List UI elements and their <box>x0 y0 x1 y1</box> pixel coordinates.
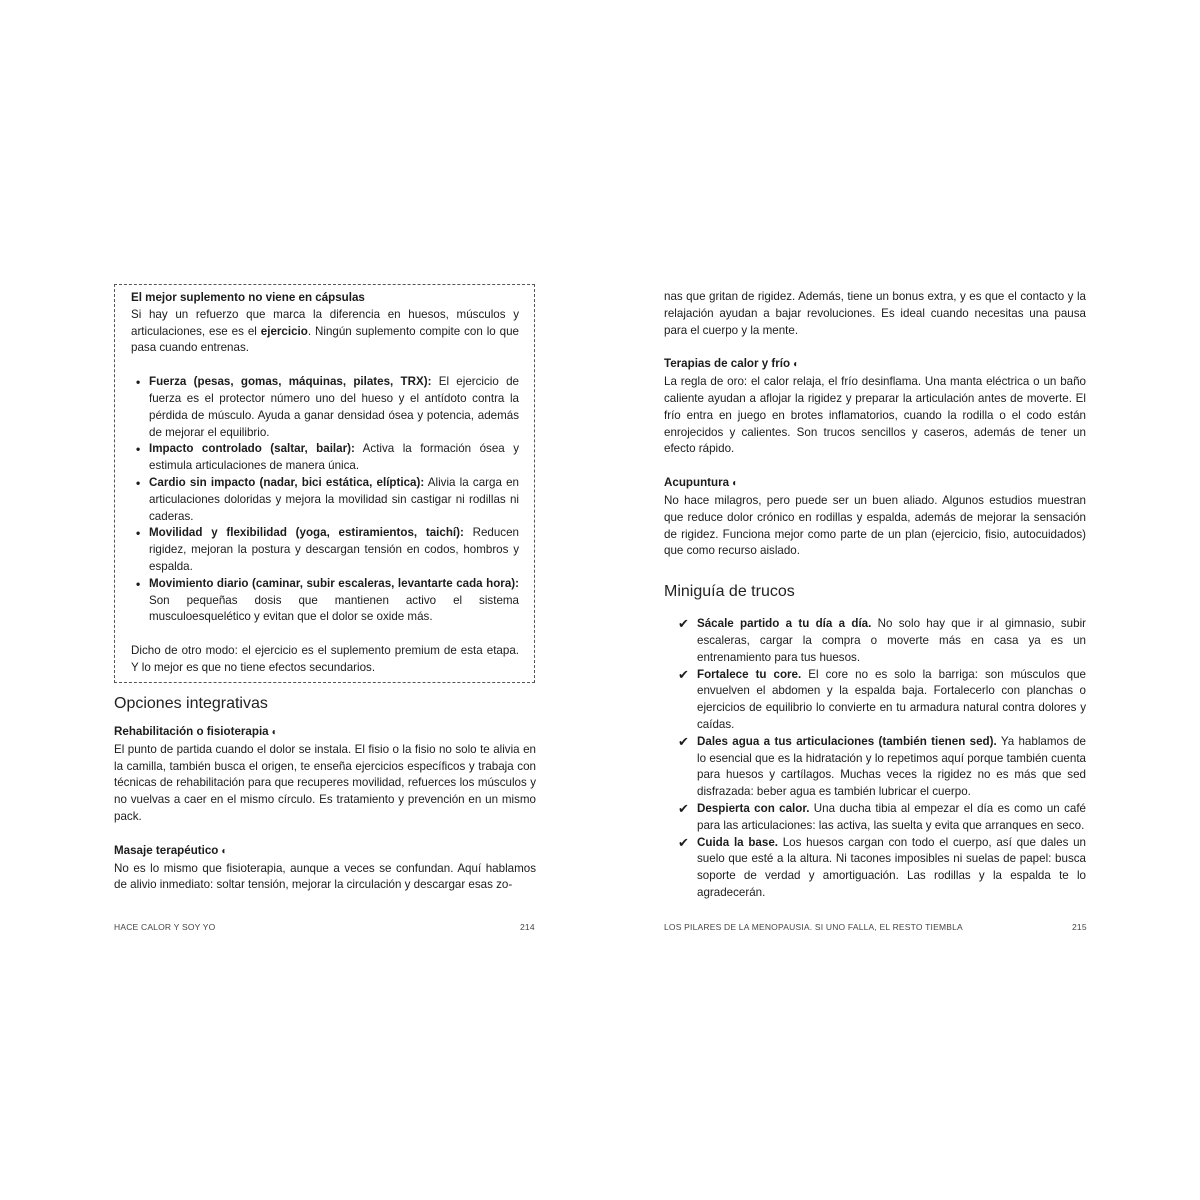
list-item: ✔ Dales agua a tus articulaciones (también tienen sed). Ya hablamos de lo esencial que es la hidratación y lo repetimos aquí porque también cuenta para huesos y cartílagos. Muchas veces la rigidez no es más que sed disfrazada: beber agua es también lubricar el cuerpo. <box>678 733 1086 799</box>
rehab-block <box>114 724 536 826</box>
box-list <box>131 374 519 626</box>
check-icon: ✔ <box>678 733 689 749</box>
check-icon: ✔ <box>678 666 689 682</box>
half-moon-icon: ◐ <box>221 845 228 857</box>
list-item: • Cardio sin impacto (nadar, bici estática, elíptica): Alivia la carga en articulaciones doloridas y mejora la movilidad sin castigar ni rodillas ni caderas. <box>149 475 519 525</box>
list-item: • Fuerza (pesas, gomas, máquinas, pilates, TRX): El ejercicio de fuerza es el protector número uno del hueso y el antídoto contra la pérdida de músculo. Ayuda a ganar densidad ósea y potencia, además de mejorar el equilibrio. <box>149 374 519 441</box>
list-item: • Impacto controlado (saltar, bailar): Activa la formación ósea y estimula articulaciones de manera única. <box>149 441 519 475</box>
paragraph: El punto de partida cuando el dolor se instala. El fisio o la fisio no solo te alivia en la camilla, también busca el origen, te enseña ejercicios específicos y trabaja con técnicas de rehabilitación para que recuperes movilidad, refuerces los músculos y no vuelvas a caer en el mismo círculo. Es tratamiento y prevención en un mismo pack. <box>114 742 536 823</box>
masaje-block <box>114 843 536 894</box>
half-moon-icon: ◐ <box>271 727 278 738</box>
check-icon: ✔ <box>678 800 689 816</box>
running-footer: LOS PILARES DE LA MENOPAUSIA. SI UNO FALLA, EL RESTO TIEMBLA <box>664 922 963 932</box>
list-item: ✔ Despierta con calor. Una ducha tibia al empezar el día es como un café para las articulaciones: las activa, las suelta y evita que arranques en seco. <box>678 800 1087 832</box>
sub-heading: Acupuntura ◐ <box>664 476 739 490</box>
page-number: 214 <box>520 922 535 932</box>
running-footer: HACE CALOR Y SOY YO <box>114 922 216 932</box>
check-icon: ✔ <box>678 616 689 632</box>
sub-heading: Masaje terapéutico ◐ <box>114 843 228 857</box>
right-page <box>600 0 1200 1200</box>
left-column <box>114 694 536 894</box>
box-title: El mejor suplemento no viene en cápsulas <box>131 291 365 304</box>
sub-heading: Terapias de calor y frío ◐ <box>664 357 800 371</box>
section-heading-opciones: Opciones integrativas <box>114 695 268 712</box>
sidebar-box <box>114 284 535 683</box>
list-item: ✔ Sácale partido a tu día a día. No solo hay que ir al gimnasio, subir escaleras, cargar la compra o moverte más en casa ya es un entrenamiento para tus huesos. <box>678 616 1086 664</box>
half-moon-icon: ◐ <box>793 359 800 371</box>
half-moon-icon: ◐ <box>732 478 739 490</box>
list-item: ✔ Cuida la base. Los huesos cargan con todo el cuerpo, así que dales un suelo que esté a la altura. Ni tacones imposibles ni suelas de papel: busca soporte de verdad y amortiguación. Las rodillas y la espalda te lo agradecerán. <box>678 834 1086 899</box>
paragraph: No hace milagros, pero puede ser un buen aliado. Algunos estudios muestran que reduce dolor crónico en rodillas y espalda, además de mejorar la sensación de rigidez. Funciona mejor como parte de un plan (ejercicio, fisio, autocuidados) que como recurso aislado. <box>664 493 1086 558</box>
paragraph: La regla de oro: el calor relaja, el frío desinflama. Una manta eléctrica o un baño caliente ayudan a aflojar la rigidez y preparar la articulación antes de moverte. El frío entra en juego en brotes inflamatorios, cuando la rodilla o el codo están enrojecidos y calientes. Son trucos sencillos y caseros, además de tener un efecto rápido. <box>664 375 1086 456</box>
box-intro-bold: ejercicio <box>260 324 308 338</box>
section-heading-miniguia: Miniguía de trucos <box>664 583 795 601</box>
terapias-block <box>664 356 1086 458</box>
right-column <box>664 289 1086 902</box>
sub-heading: Rehabilitación o fisioterapia ◐ <box>114 725 278 738</box>
check-icon: ✔ <box>678 834 689 850</box>
list-item: • Movilidad y flexibilidad (yoga, estiramientos, taichí): Reducen rigidez, mejoran la postura y descargan tensión en codos, hombros y espalda. <box>149 525 519 575</box>
list-item: ✔ Fortalece tu core. El core no es solo la barriga: son músculos que envuelven el abdomen y la espalda baja. Fortalecerlo con planchas o ejercicios de equilibrio lo convierte en tu armadura natural contra dolores y caídas. <box>678 666 1086 731</box>
paragraph: No es lo mismo que fisioterapia, aunque a veces se confundan. Aquí hablamos de alivio inmediato: soltar tensión, mejorar la circulación y descargar esas zo- <box>114 861 536 892</box>
paragraph: nas que gritan de rigidez. Además, tiene un bonus extra, y es que el contacto y la relajación ayudan a bajar revoluciones. Es ideal cuando necesitas una pausa para el cuerpo y la mente. <box>664 290 1086 337</box>
tips-list <box>664 616 1086 902</box>
page-number: 215 <box>1072 922 1087 932</box>
acupuntura-block <box>664 475 1086 560</box>
list-item: • Movimiento diario (caminar, subir escaleras, levantarte cada hora): Son pequeñas dosis que mantienen activo el sistema musculoesquelético y evitan que el dolor se oxide más. <box>149 576 519 626</box>
box-intro: Si hay un refuerzo que marca la diferencia en huesos, músculos y articulaciones, ese es el ejercicio. Ningún suplemento compite con lo que pasa cuando entrenas. <box>131 307 519 355</box>
box-closing: Dicho de otro modo: el ejercicio es el suplemento premium de esta etapa. Y lo mejor es que no tiene efectos secundarios. <box>131 644 519 674</box>
